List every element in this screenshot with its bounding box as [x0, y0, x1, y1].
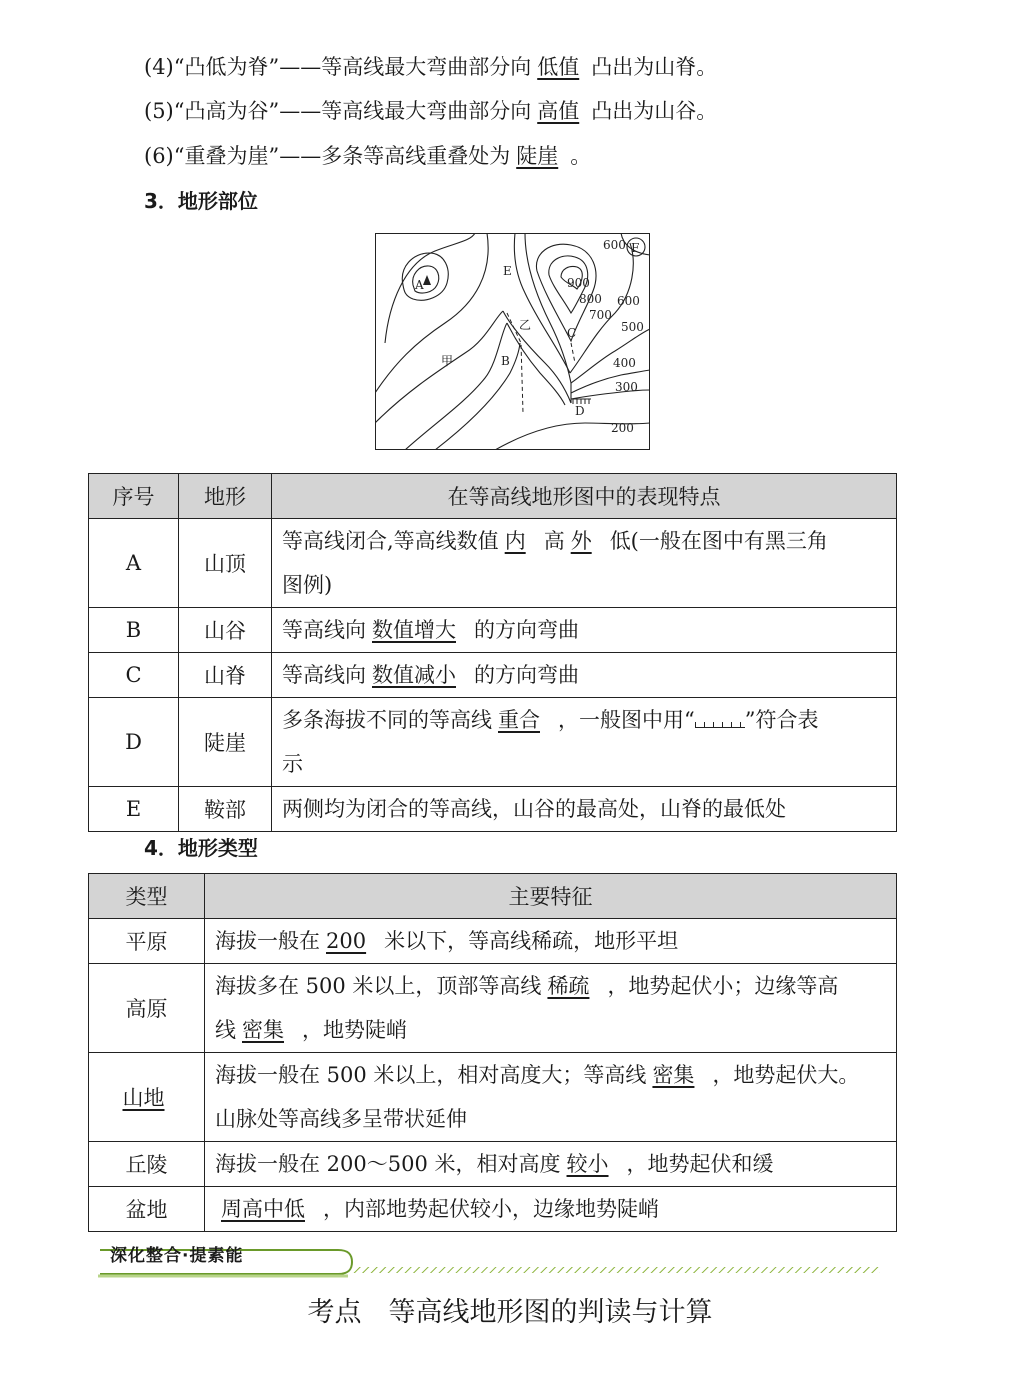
- topic-heading: 考点 等高线地形图的判读与计算: [307, 1297, 713, 1328]
- section-3-title: 3．地形部位: [144, 189, 258, 213]
- contour-600-top: 600: [603, 238, 626, 252]
- table-row: A 山顶 等高线闭合,等高线数值 内 高 外 低(一般在图中有黑三角 图例): [89, 519, 897, 608]
- cliff-symbol-icon: [695, 715, 745, 728]
- table-row: D 陡崖 多条海拔不同的等高线 重合 ，一般图中用“ ”符合表 示: [89, 698, 897, 787]
- map-label-yi: 乙: [519, 318, 532, 332]
- map-label-A: A: [415, 278, 424, 292]
- map-label-C: C: [567, 326, 577, 340]
- contour-700: 700: [589, 308, 612, 322]
- contour-500: 500: [621, 320, 644, 334]
- contour-600-right: 600: [617, 294, 640, 308]
- map-label-B: B: [501, 354, 510, 368]
- contour-300: 300: [615, 380, 638, 394]
- answer-blank: 陡崖: [516, 144, 559, 168]
- table-row: B 山谷 等高线向 数值增大 的方向弯曲: [89, 608, 897, 653]
- contour-400: 400: [613, 356, 636, 370]
- map-label-jia: 甲: [441, 354, 454, 368]
- contour-800: 800: [579, 292, 602, 306]
- line-6: (6)“重叠为崖”——多条等高线重叠处为 陡崖 。: [144, 144, 592, 168]
- section-4-title: 4．地形类型: [144, 836, 258, 860]
- answer-blank: 低值: [537, 55, 580, 79]
- table-row: 高原 海拔多在 500 米以上，顶部等高线 稀疏 ，地势起伏小；边缘等高 线 密集 ，地势陡峭: [89, 964, 897, 1053]
- banner-title: 深化整合·提素能: [110, 1246, 244, 1266]
- table-row: 盆地 周高中低 ，内部地势起伏较小，边缘地势陡峭: [89, 1187, 897, 1232]
- answer-blank: 高值: [537, 99, 580, 123]
- map-label-D: D: [575, 404, 585, 418]
- table-row: 丘陵 海拔一般在 200～500 米，相对高度 较小 ，地势起伏和缓: [89, 1142, 897, 1187]
- table-row: E 鞍部 两侧均为闭合的等高线，山谷的最高处，山脊的最低处: [89, 787, 897, 832]
- line-4: (4)“凸低为脊”——等高线最大弯曲部分向 低值 凸出为山脊。: [144, 55, 718, 79]
- contour-200: 200: [611, 421, 634, 435]
- line-5: (5)“凸高为谷”——等高线最大弯曲部分向 高值 凸出为山谷。: [144, 99, 718, 123]
- landform-parts-table: [88, 473, 897, 832]
- table-row: 平原 海拔一般在 200 米以下，等高线稀疏，地形平坦: [89, 919, 897, 964]
- table-header-row: 类型 主要特征: [89, 874, 897, 919]
- table-row: C 山脊 等高线向 数值减小 的方向弯曲: [89, 653, 897, 698]
- table-row: 山地 海拔一般在 500 米以上，相对高度大；等高线 密集 ，地势起伏大。 山脉处等高线多呈带状延伸: [89, 1053, 897, 1142]
- map-label-F: F: [631, 241, 640, 255]
- table-header-row: 序号 地形 在等高线地形图中的表现特点: [89, 474, 897, 519]
- contour-map: [375, 233, 650, 450]
- contour-900: 900: [567, 276, 590, 290]
- map-label-E: E: [503, 264, 512, 278]
- landform-types-table: [88, 873, 897, 1232]
